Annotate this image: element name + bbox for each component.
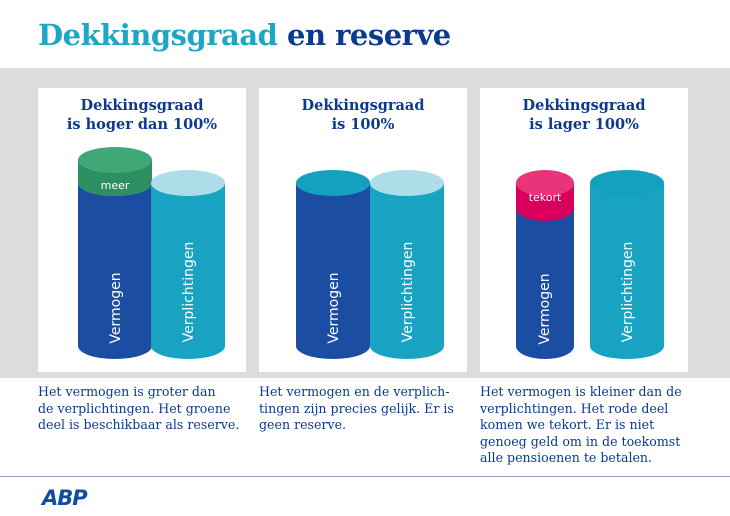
description-line: alle pensioenen te betalen. (480, 450, 653, 465)
description-equal (259, 384, 474, 434)
cylinders-diagram (38, 88, 246, 372)
description-line: tingen zijn precies gelijk. Er is (259, 400, 454, 416)
panel-higher (38, 88, 246, 372)
description-higher (38, 384, 253, 434)
panel-title-line: is 100% (331, 116, 395, 133)
assets-label: Vermogen (108, 272, 124, 344)
panel-title-line: is lager 100% (529, 116, 639, 133)
footer-divider (0, 476, 730, 477)
deficit-cap (516, 170, 574, 221)
cap-label: meer (100, 179, 130, 192)
panel-equal (259, 88, 467, 372)
description-line: deel is beschikbaar als reserve. (38, 417, 240, 432)
cylinders-diagram (259, 88, 467, 372)
title-part-2: en reserve (287, 18, 451, 52)
description-line: verplichtingen. Het rode deel (480, 400, 669, 416)
description-lower (480, 384, 695, 467)
assets-label: Vermogen (326, 272, 342, 344)
panel-title-line: Dekkingsgraad (301, 97, 425, 114)
description-line: komen we tekort. Er is niet (480, 417, 655, 432)
logo-text: ABP (42, 486, 87, 510)
description-line: Het vermogen is kleiner dan de (480, 384, 682, 399)
panel-lower (480, 88, 688, 372)
liabilities-label: Verplichtingen (181, 241, 197, 343)
description-line: geen reserve. (259, 417, 347, 432)
description-line: Het vermogen is groter dan (38, 384, 216, 399)
assets-label: Vermogen (537, 273, 553, 345)
abp-logo (40, 484, 96, 510)
description-line: Het vermogen en de verplich- (259, 384, 450, 399)
cap-label: tekort (528, 191, 562, 204)
panel-title-line: is hoger dan 100% (66, 116, 218, 133)
cylinders-diagram (480, 88, 688, 372)
surplus-cap (78, 147, 152, 196)
panel-title-line: Dekkingsgraad (80, 97, 204, 114)
page-title (38, 18, 451, 52)
panel-title-line: Dekkingsgraad (522, 97, 646, 114)
liabilities-label: Verplichtingen (620, 241, 636, 343)
description-line: genoeg geld om in de toekomst (480, 433, 681, 449)
liabilities-label: Verplichtingen (400, 241, 416, 343)
description-line: de verplichtingen. Het groene (38, 400, 231, 416)
title-part-1: Dekkingsgraad (38, 18, 278, 52)
